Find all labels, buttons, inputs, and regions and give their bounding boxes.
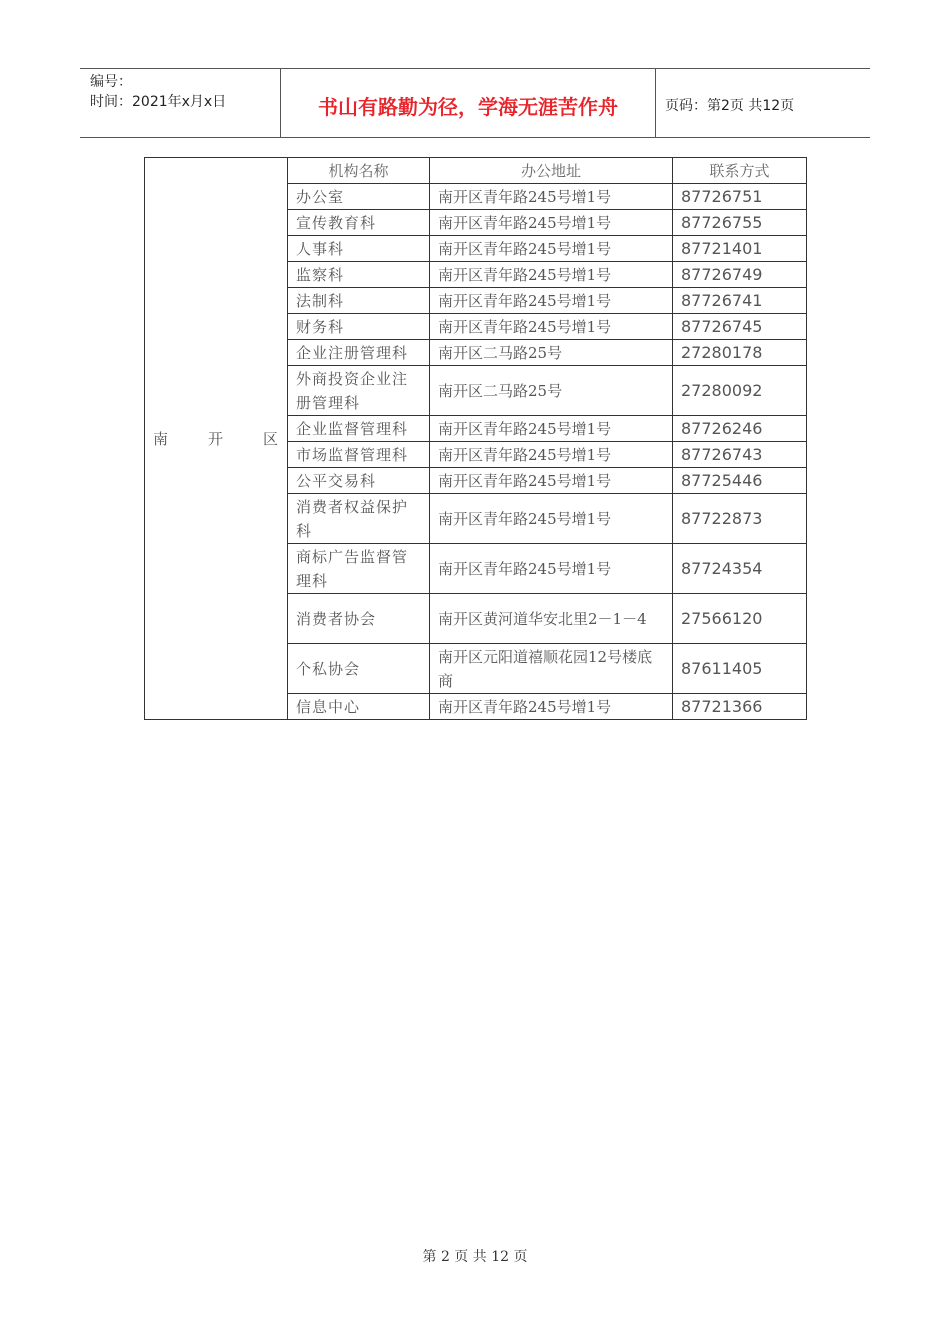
org-address-cell: 南开区青年路245号增1号 [430, 210, 673, 236]
org-name-cell: 商标广告监督管理科 [288, 544, 430, 594]
org-name-cell: 企业监督管理科 [288, 416, 430, 442]
org-address-cell: 南开区二马路25号 [430, 340, 673, 366]
org-name-cell: 个私协会 [288, 644, 430, 694]
header-left-cell [80, 69, 280, 137]
header-center-cell [280, 69, 656, 137]
org-address-cell: 南开区青年路245号增1号 [430, 494, 673, 544]
motto: 书山有路勤为径，学海无涯苦作舟 [318, 95, 618, 119]
org-address-cell: 南开区青年路245号增1号 [430, 314, 673, 340]
org-name-cell: 消费者权益保护科 [288, 494, 430, 544]
org-name-cell: 宣传教育科 [288, 210, 430, 236]
org-address-cell: 南开区青年路245号增1号 [430, 262, 673, 288]
org-name-cell: 信息中心 [288, 694, 430, 720]
org-address-cell: 南开区元阳道禧顺花园12号楼底商 [430, 644, 673, 694]
org-tel-cell: 87726755 [673, 210, 807, 236]
organization-table [144, 157, 807, 720]
org-address-cell: 南开区青年路245号增1号 [430, 544, 673, 594]
header-right-cell [655, 69, 870, 137]
org-address-cell: 南开区青年路245号增1号 [430, 288, 673, 314]
org-tel-cell: 87726246 [673, 416, 807, 442]
org-name-cell: 财务科 [288, 314, 430, 340]
org-address-cell: 南开区青年路245号增1号 [430, 236, 673, 262]
org-name-cell: 公平交易科 [288, 468, 430, 494]
org-tel-cell: 87724354 [673, 544, 807, 594]
page-footer: 第 2 页 共 12 页 [422, 1249, 528, 1265]
org-name-cell: 监察科 [288, 262, 430, 288]
org-tel-cell: 27280092 [673, 366, 807, 416]
org-name-cell: 人事科 [288, 236, 430, 262]
org-tel-cell: 87726743 [673, 442, 807, 468]
org-name-cell: 市场监督管理科 [288, 442, 430, 468]
org-tel-cell: 87611405 [673, 644, 807, 694]
time-label: 时间：2021年x月x日 [90, 94, 227, 110]
page-info: 页码：第2页 共12页 [665, 98, 795, 114]
org-address-cell: 南开区青年路245号增1号 [430, 184, 673, 210]
org-tel-cell: 87726745 [673, 314, 807, 340]
table-header-row [145, 158, 807, 184]
org-tel-cell: 87725446 [673, 468, 807, 494]
org-address-cell: 南开区青年路245号增1号 [430, 442, 673, 468]
column-header-tel: 联系方式 [673, 158, 807, 184]
org-tel-cell: 87722873 [673, 494, 807, 544]
page-header [80, 68, 870, 138]
org-name-cell: 外商投资企业注册管理科 [288, 366, 430, 416]
table-body [145, 158, 807, 720]
org-tel-cell: 87726741 [673, 288, 807, 314]
org-tel-cell: 87721401 [673, 236, 807, 262]
district-label: 南 开 区 [153, 430, 278, 448]
org-address-cell: 南开区二马路25号 [430, 366, 673, 416]
org-tel-cell: 87726749 [673, 262, 807, 288]
org-tel-cell: 87726751 [673, 184, 807, 210]
org-address-cell: 南开区黄河道华安北里2－1－4 [430, 594, 673, 644]
column-header-name: 机构名称 [288, 158, 430, 184]
org-address-cell: 南开区青年路245号增1号 [430, 416, 673, 442]
district-cell [145, 158, 288, 720]
serial-label: 编号： [90, 74, 132, 90]
org-tel-cell: 27280178 [673, 340, 807, 366]
org-tel-cell: 87721366 [673, 694, 807, 720]
org-tel-cell: 27566120 [673, 594, 807, 644]
org-address-cell: 南开区青年路245号增1号 [430, 468, 673, 494]
org-address-cell: 南开区青年路245号增1号 [430, 694, 673, 720]
org-name-cell: 企业注册管理科 [288, 340, 430, 366]
column-header-address: 办公地址 [430, 158, 673, 184]
org-name-cell: 法制科 [288, 288, 430, 314]
org-name-cell: 办公室 [288, 184, 430, 210]
org-name-cell: 消费者协会 [288, 594, 430, 644]
